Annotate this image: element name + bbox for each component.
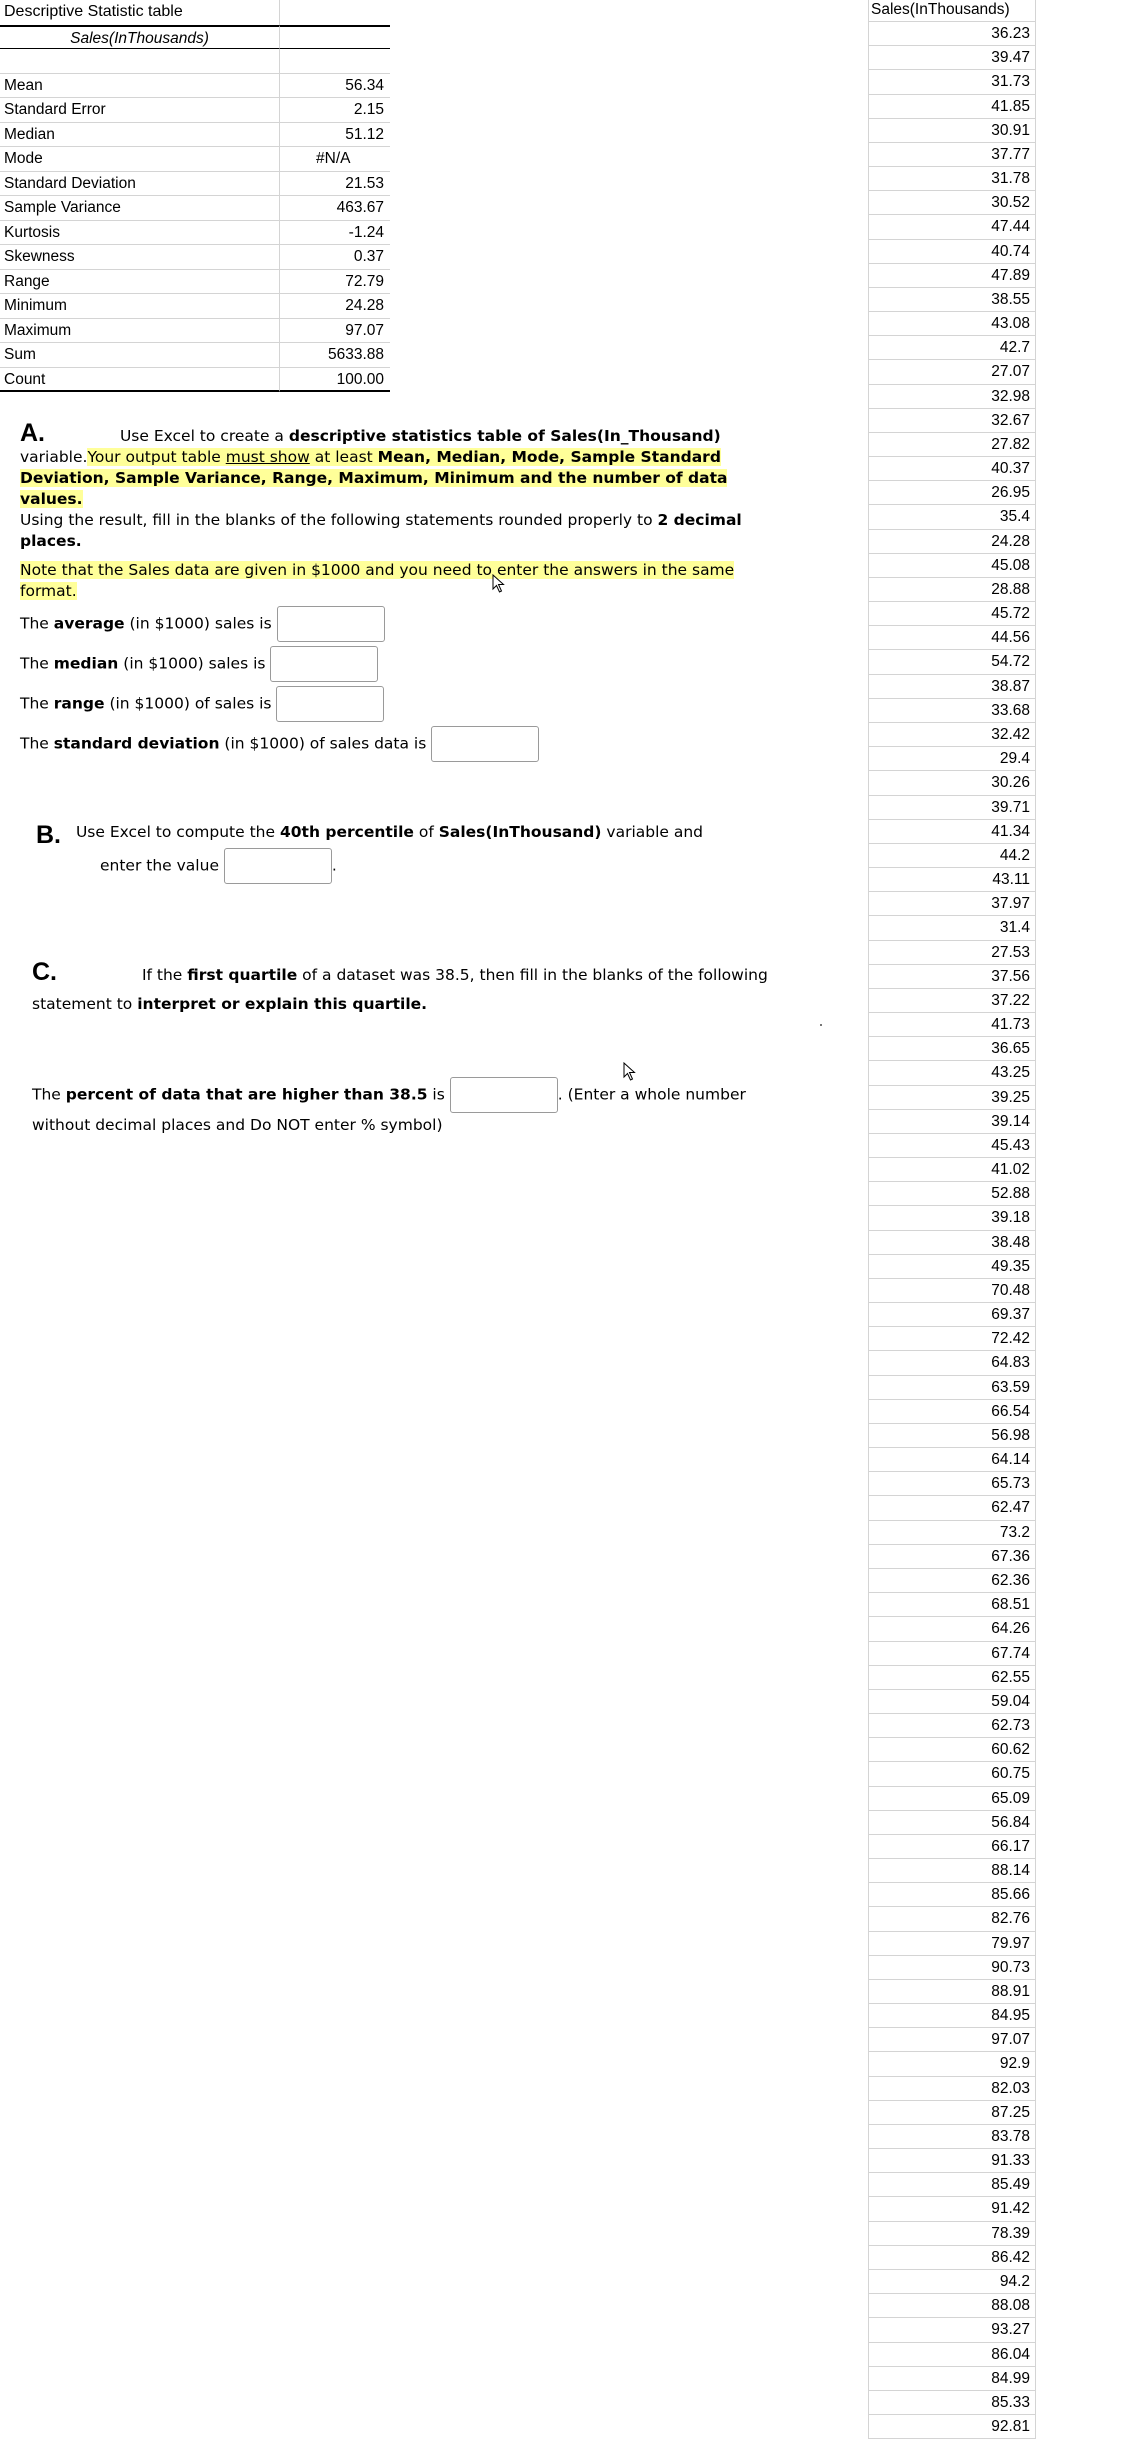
qc-bold: percent of data that are higher than 38.5 [65,1085,428,1104]
sales-cell[interactable]: 41.34 [868,820,1036,844]
sales-cell[interactable]: 42.7 [868,336,1036,360]
sales-cell[interactable]: 32.42 [868,723,1036,747]
stats-row [0,221,400,246]
stats-label-cell[interactable]: Standard Deviation [0,172,280,197]
sales-cell[interactable]: 39.71 [868,796,1036,820]
sales-cell[interactable]: 86.04 [868,2343,1036,2367]
sales-cell[interactable]: 38.87 [868,675,1036,699]
sales-cell[interactable]: 39.47 [868,46,1036,70]
sales-cell[interactable]: 66.17 [868,1835,1036,1859]
stats-row [0,245,400,270]
mouse-cursor-icon [492,574,506,594]
stats-row [0,196,400,221]
qc-pre: The [32,1085,66,1104]
sales-cell[interactable]: 86.42 [868,2246,1036,2270]
sales-cell[interactable]: 56.84 [868,1811,1036,1835]
stats-label-cell[interactable]: Mean [0,74,280,99]
stats-value-cell[interactable]: 100.00 [280,368,390,393]
sales-cell[interactable]: 93.27 [868,2318,1036,2342]
sales-cell[interactable]: 27.53 [868,941,1036,965]
question-percent-higher [32,1077,746,1113]
q4-pre: The [20,734,54,753]
sales-cell[interactable]: 68.51 [868,1593,1036,1617]
stats-row [0,343,400,368]
qc-post: is [427,1085,445,1104]
question-standard-deviation [20,726,539,762]
stats-value-cell[interactable]: 97.07 [280,319,390,344]
sales-cell[interactable]: 56.98 [868,1424,1036,1448]
stats-row [0,270,400,295]
sales-cell[interactable]: 39.14 [868,1110,1036,1134]
sales-cell[interactable]: 33.68 [868,699,1036,723]
sales-cell[interactable]: 90.73 [868,1956,1036,1980]
section-c-bold-1: first quartile [187,966,298,984]
section-b-enter-value: enter the value [100,856,219,875]
stats-label-cell[interactable]: Minimum [0,294,280,319]
sales-cell[interactable]: 84.99 [868,2367,1036,2391]
using-bold: 2 decimal places. [20,511,742,550]
sales-cell[interactable]: 59.04 [868,1690,1036,1714]
sales-cells [868,22,1036,2439]
sales-cell[interactable]: 64.14 [868,1448,1036,1472]
stats-title-row [0,0,400,25]
sales-cell[interactable]: 85.49 [868,2173,1036,2197]
sales-cell[interactable]: 63.59 [868,1376,1036,1400]
section-c-bold-2: interpret or explain this quartile. [137,995,428,1013]
stats-row [0,294,400,319]
section-b-bold-2: Sales(InThousand) [438,823,602,841]
stats-value-cell[interactable]: 0.37 [280,245,390,270]
stats-label-cell[interactable]: Kurtosis [0,221,280,246]
section-a-variable-text: variable. [20,448,88,466]
hl-must-show: must show [225,448,310,466]
hl-bold-list: Mean, Median, Mode, Sample Standard Deviation, Sample Variance, Range, Maximum, Minimum and the number of data values. [20,448,728,508]
q2-post: (in $1000) sales is [118,654,266,673]
section-a [20,419,795,602]
stats-label-cell[interactable]: Range [0,270,280,295]
sales-cell[interactable]: 62.55 [868,1666,1036,1690]
sales-cell[interactable]: 70.48 [868,1279,1036,1303]
sales-cell[interactable]: 92.9 [868,2052,1036,2076]
sales-cell[interactable]: 94.2 [868,2270,1036,2294]
sales-cell[interactable]: 54.72 [868,650,1036,674]
question-median [20,646,378,682]
stats-blank-row [0,49,400,74]
empty-cell[interactable] [0,49,280,74]
stats-header-row [0,25,400,50]
hl-text-2: at least [309,448,378,466]
question-percent-note [32,1115,443,1136]
percentile-answer-input[interactable] [224,848,332,884]
sales-cell[interactable]: 87.25 [868,2101,1036,2125]
sales-cell[interactable]: 39.25 [868,1086,1036,1110]
question-range [20,686,384,722]
stats-label-cell[interactable]: Standard Error [0,98,280,123]
sales-cell[interactable]: 62.73 [868,1714,1036,1738]
sales-cell[interactable]: 44.2 [868,844,1036,868]
stats-value-cell[interactable]: #N/A [280,147,390,172]
section-a-requirements [20,447,795,510]
sales-cell[interactable]: 72.42 [868,1327,1036,1351]
sales-cell[interactable]: 30.26 [868,771,1036,795]
sales-cell[interactable]: 38.48 [868,1231,1036,1255]
empty-cell[interactable] [280,25,390,50]
sales-cell[interactable]: 38.55 [868,288,1036,312]
stats-label-cell[interactable]: Sum [0,343,280,368]
stats-value-cell[interactable]: 5633.88 [280,343,390,368]
note-text: Note that the Sales data are given in $1000 and you need to enter the answers in the same format. [20,561,735,600]
sales-cell[interactable]: 28.88 [868,578,1036,602]
sales-cell[interactable]: 67.74 [868,1642,1036,1666]
section-a-intro-text: Use Excel to create a [119,427,289,445]
stats-label-cell[interactable]: Skewness [0,245,280,270]
stats-value-cell[interactable]: 51.12 [280,123,390,148]
sales-cell[interactable]: 65.09 [868,1787,1036,1811]
section-b-bold-1: 40th percentile [279,823,414,841]
sales-cell[interactable]: 88.14 [868,1859,1036,1883]
stats-label-cell[interactable]: Median [0,123,280,148]
sales-cell[interactable]: 84.95 [868,2004,1036,2028]
sales-column-header[interactable]: Sales(InThousands) [868,0,1036,22]
sales-cell[interactable]: 65.73 [868,1472,1036,1496]
sales-cell[interactable]: 36.23 [868,22,1036,46]
sales-cell[interactable]: 64.26 [868,1617,1036,1641]
sales-cell[interactable]: 43.08 [868,312,1036,336]
sales-cell[interactable]: 36.65 [868,1037,1036,1061]
sales-cell[interactable]: 60.62 [868,1738,1036,1762]
sales-cell[interactable]: 45.72 [868,602,1036,626]
sales-cell[interactable]: 83.78 [868,2125,1036,2149]
stats-value-cell[interactable]: 24.28 [280,294,390,319]
stats-value-cell[interactable]: 463.67 [280,196,390,221]
sales-cell[interactable]: 64.83 [868,1351,1036,1375]
q3-pre: The [20,694,54,713]
sales-cell[interactable]: 88.08 [868,2294,1036,2318]
sales-cell[interactable]: 24.28 [868,530,1036,554]
stats-row [0,368,400,393]
section-b [36,821,704,849]
sales-cell[interactable]: 43.25 [868,1061,1036,1085]
sales-cell[interactable]: 30.91 [868,119,1036,143]
sales-cell[interactable]: 37.22 [868,989,1036,1013]
section-b-text-1: Use Excel to compute the [75,823,280,841]
sales-cell[interactable]: 39.18 [868,1206,1036,1230]
sales-data-column [868,0,1036,2439]
sales-cell[interactable]: 31.73 [868,70,1036,94]
q4-bold: standard deviation [53,734,220,753]
sales-cell[interactable]: 92.81 [868,2415,1036,2439]
section-a-intro [20,419,795,447]
section-c-text-1: If the [141,966,188,984]
stats-table-title[interactable]: Descriptive Statistic table [0,0,280,25]
stats-row [0,123,400,148]
stats-value-cell[interactable]: 56.34 [280,74,390,99]
sales-cell[interactable]: 41.73 [868,1013,1036,1037]
stats-row [0,319,400,344]
stats-row [0,147,400,172]
q2-bold: median [53,654,119,673]
sales-cell[interactable]: 37.97 [868,892,1036,916]
section-c-text-2: of a dataset was 38.5, then fill in the blanks of the following [297,966,768,984]
sales-cell[interactable]: 40.37 [868,457,1036,481]
hl-text-1: Your output table [87,448,226,466]
stats-label-cell[interactable]: Maximum [0,319,280,344]
section-c-text-3: statement to [32,995,138,1013]
range-answer-input[interactable] [276,686,384,722]
stats-label-cell[interactable]: Count [0,368,280,393]
sales-cell[interactable]: 85.33 [868,2391,1036,2415]
section-b-text-2: of [413,823,439,841]
sales-cell[interactable]: 82.76 [868,1907,1036,1931]
section-a-highlight [20,448,727,508]
descriptive-statistics-table [0,0,400,392]
sales-cell[interactable]: 45.43 [868,1134,1036,1158]
question-average [20,606,385,642]
sales-cell[interactable]: 66.54 [868,1400,1036,1424]
q1-bold: average [53,614,125,633]
q3-post: (in $1000) of sales is [104,694,272,713]
sales-cell[interactable]: 49.35 [868,1255,1036,1279]
sales-cell[interactable]: 78.39 [868,2222,1036,2246]
sales-cell[interactable]: 82.03 [868,2077,1036,2101]
sales-cell[interactable]: 47.44 [868,215,1036,239]
stats-value-cell[interactable]: 2.15 [280,98,390,123]
stats-value-cell[interactable]: -1.24 [280,221,390,246]
sales-cell[interactable]: 44.56 [868,626,1036,650]
sales-cell[interactable]: 62.47 [868,1496,1036,1520]
sales-cell[interactable]: 73.2 [868,1521,1036,1545]
sales-cell[interactable]: 91.42 [868,2197,1036,2221]
section-c-letter: C. [32,958,57,986]
stats-value-cell[interactable]: 72.79 [280,270,390,295]
stats-row [0,98,400,123]
sales-cell[interactable]: 32.98 [868,385,1036,409]
sales-cell[interactable]: 45.08 [868,554,1036,578]
stats-row [0,172,400,197]
qc-after: . (Enter a whole number [557,1085,746,1104]
stats-value-cell[interactable]: 21.53 [280,172,390,197]
stats-label-cell[interactable]: Sample Variance [0,196,280,221]
sales-cell[interactable]: 85.66 [868,1883,1036,1907]
empty-cell[interactable] [280,49,390,74]
stats-rows [0,74,400,393]
sales-cell[interactable]: 47.89 [868,264,1036,288]
q2-pre: The [20,654,54,673]
stray-dot [820,1024,822,1026]
standard-deviation-answer-input[interactable] [431,726,539,762]
sales-cell[interactable]: 97.07 [868,2028,1036,2052]
q1-post: (in $1000) sales is [124,614,272,633]
using-text: Using the result, fill in the blanks of the following statements rounded properly to [20,511,658,529]
sales-cell[interactable]: 27.07 [868,360,1036,384]
sales-cell[interactable]: 26.95 [868,481,1036,505]
sales-cell[interactable]: 67.36 [868,1545,1036,1569]
section-b-period: . [331,856,337,875]
empty-cell[interactable] [280,0,390,25]
sales-cell[interactable]: 30.52 [868,191,1036,215]
qc-line2: without decimal places and Do NOT enter % symbol) [32,1116,443,1134]
sales-cell[interactable]: 32.67 [868,409,1036,433]
q4-post: (in $1000) of sales data is [219,734,427,753]
sales-cell[interactable]: 29.4 [868,747,1036,771]
section-a-note [20,560,795,602]
sales-cell[interactable]: 60.75 [868,1762,1036,1786]
percent-answer-input[interactable] [450,1077,558,1113]
sales-cell[interactable]: 31.4 [868,916,1036,940]
stats-row [0,74,400,99]
stats-label-cell[interactable]: Mode [0,147,280,172]
section-b-text-3: variable and [601,823,704,841]
sales-cell[interactable]: 79.97 [868,1932,1036,1956]
sales-cell[interactable]: 91.33 [868,2149,1036,2173]
sales-cell[interactable]: 31.78 [868,167,1036,191]
sales-cell[interactable]: 37.77 [868,143,1036,167]
sales-cell[interactable]: 37.56 [868,965,1036,989]
sales-cell[interactable]: 35.4 [868,505,1036,529]
section-a-using [20,510,795,552]
stats-column-header[interactable]: Sales(InThousands) [0,25,280,50]
sales-cell[interactable]: 43.11 [868,868,1036,892]
section-c [32,958,768,986]
median-answer-input[interactable] [270,646,378,682]
section-c-line2 [32,994,427,1015]
section-b-line2 [100,848,337,884]
sales-cell[interactable]: 27.82 [868,433,1036,457]
q3-bold: range [53,694,105,713]
sales-cell[interactable]: 41.02 [868,1158,1036,1182]
sales-cell[interactable]: 69.37 [868,1303,1036,1327]
average-answer-input[interactable] [277,606,385,642]
section-b-letter: B. [36,821,61,849]
section-a-letter: A. [20,419,45,447]
sales-cell[interactable]: 40.74 [868,240,1036,264]
sales-cell[interactable]: 52.88 [868,1182,1036,1206]
sales-cell[interactable]: 62.36 [868,1569,1036,1593]
q1-pre: The [20,614,54,633]
sales-cell[interactable]: 41.85 [868,95,1036,119]
section-a-intro-bold: descriptive statistics table of Sales(In_Thousand) [288,427,721,445]
sales-cell[interactable]: 88.91 [868,1980,1036,2004]
